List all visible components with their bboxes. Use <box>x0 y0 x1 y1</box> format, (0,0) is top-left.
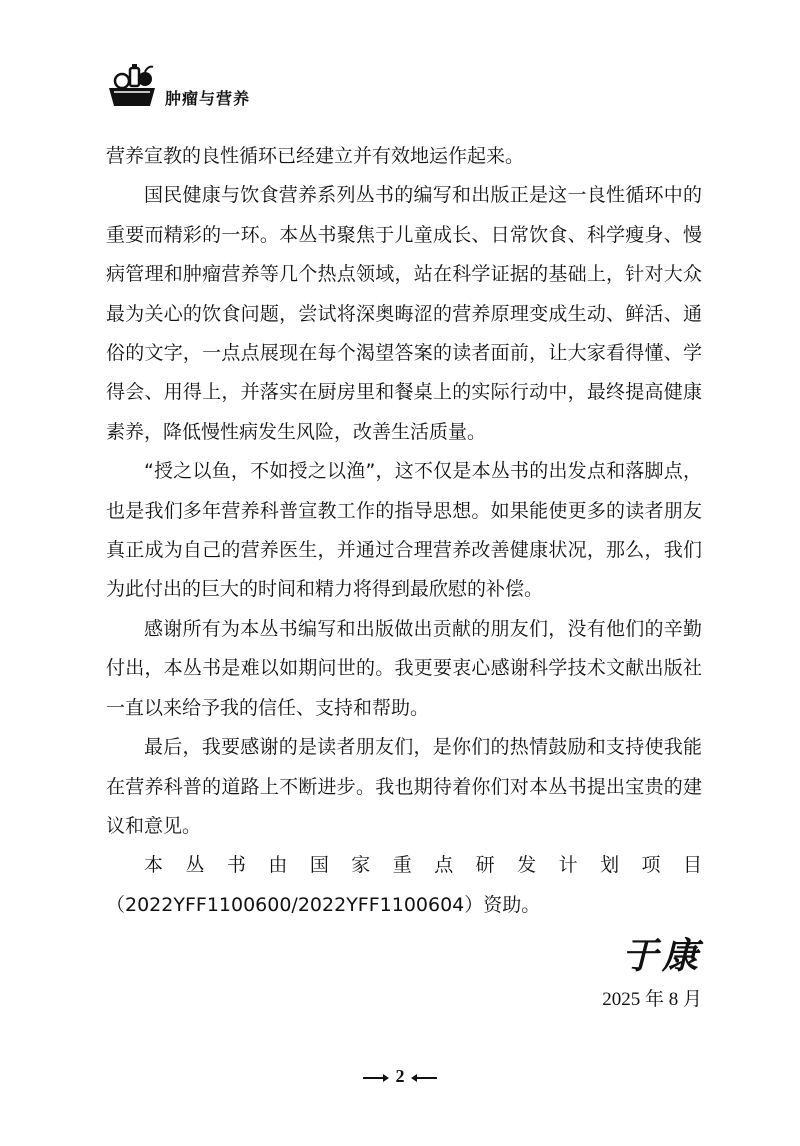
paragraph: 感谢所有为本丛书编写和出版做出贡献的朋友们，没有他们的辛勤付出，本丛书是难以如期问世的。我更要衷心感谢科学技术文献出版社一直以来给予我的信任、支持和帮助。 <box>106 617 702 719</box>
footer-ornament-right <box>415 1077 437 1079</box>
date: 2025 年 8 月 <box>602 989 702 1010</box>
series-title: 肿瘤与营养 <box>165 89 251 108</box>
page-footer <box>0 1066 800 1087</box>
paragraph: 营养宣教的良性循环已经建立并有效地运作起来。 <box>106 145 525 167</box>
funding-note: 本丛书由国家重点研发计划项目（2022YFF1100600/2022YFF1100604）资助。 <box>106 854 702 916</box>
paragraph: “授之以鱼，不如授之以渔”，这不仅是本丛书的出发点和落脚点，也是我们多年营养科普宣教工作的指导思想。如果能使更多的读者朋友真正成为自己的营养医生，并通过合理营养改善健康状况，那么，我们为此付出的巨大的时间和精力将得到最欣慰的补偿。 <box>106 460 702 601</box>
author-signature: 于康 <box>621 935 702 977</box>
footer-ornament-left <box>363 1077 385 1079</box>
paragraph: 最后，我要感谢的是读者朋友们，是你们的热情鼓励和支持使我能在营养科普的道路上不断进步。我也期待着你们对本丛书提出宝贵的建议和意见。 <box>106 736 702 837</box>
body-text <box>106 137 702 925</box>
running-header <box>106 62 306 112</box>
paragraph: 国民健康与饮食营养系列丛书的编写和出版正是这一良性循环中的重要而精彩的一环。本丛书聚焦于儿童成长、日常饮食、科学瘦身、慢病管理和肿瘤营养等几个热点领域，站在科学证据的基础上，针对大众最为关心的饮食问题，尝试将深奥晦涩的营养原理变成生动、鲜活、通俗的文字，一点点展现在每个渴望答案的读者面前，让大家看得懂、学得会、用得上，并落实在厨房里和餐桌上的实际行动中，最终提高健康素养，降低慢性病发生风险，改善生活质量。 <box>106 184 702 443</box>
food-basket-icon <box>106 62 158 110</box>
page-number: 2 <box>395 1066 405 1086</box>
